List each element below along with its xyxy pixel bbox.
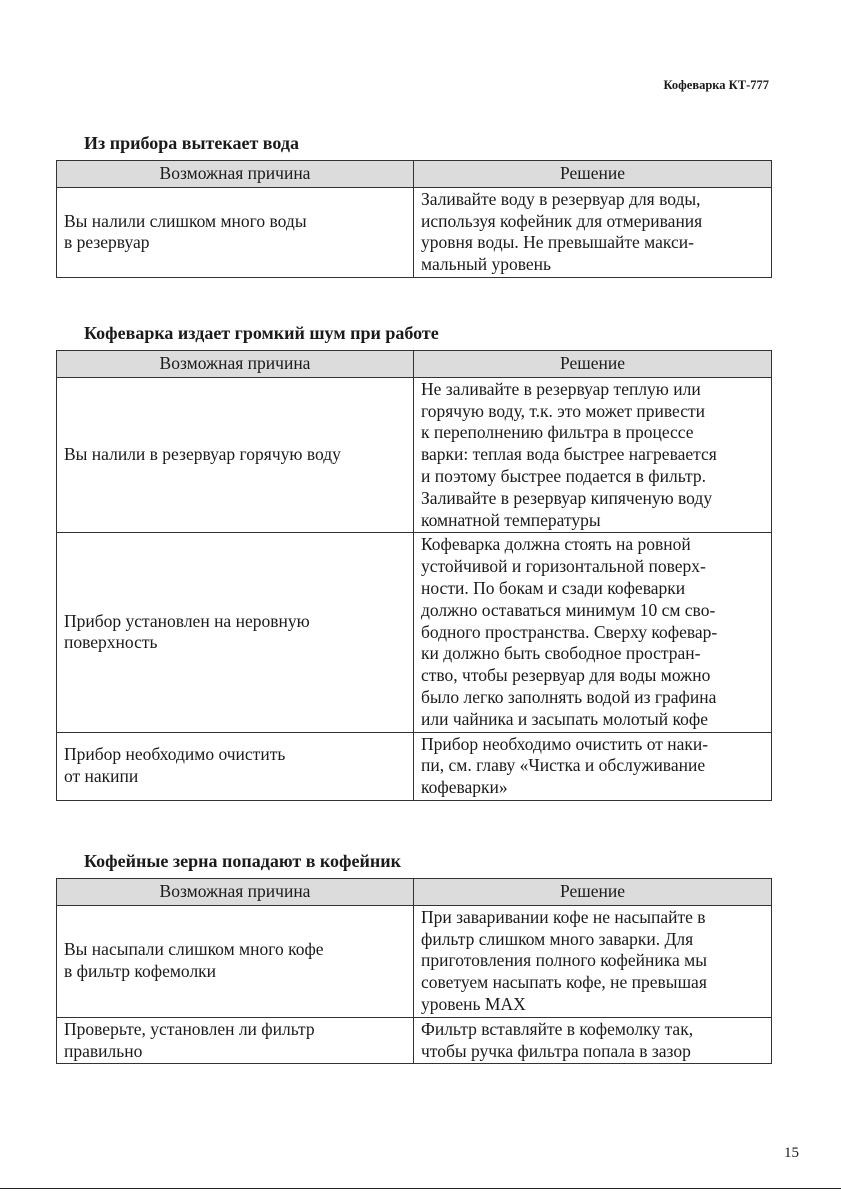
column-header-cause: Возможная причина — [57, 161, 414, 188]
cause-cell: Проверьте, установлен ли фильтр правильно — [57, 1017, 414, 1064]
page-number: 15 — [784, 1145, 799, 1161]
table-row — [57, 533, 772, 732]
cause-cell: Вы насыпали слишком много кофе в фильтр кофемолки — [57, 905, 414, 1017]
cause-cell: Прибор установлен на неровную поверхность — [57, 533, 414, 732]
document-header-title: Кофеварка КТ-777 — [663, 78, 769, 92]
solution-cell: Не заливайте в резервуар теплую или горячую воду, т.к. это может привести к переполнению фильтра в процессе варки: теплая вода быстрее нагревается и поэтому быстрее подается в фильтр. Заливайте в резервуар кипяченую воду комнатной температуры — [414, 377, 772, 533]
solution-cell: Фильтр вставляйте в кофемолку так, чтобы ручка фильтра попала в зазор — [414, 1017, 772, 1064]
bottom-divider — [0, 1188, 841, 1189]
solution-cell: Кофеварка должна стоять на ровной устойчивой и горизонтальной поверх- ности. По бокам и сзади кофеварки должно оставаться минимум 10 см сво- бодного пространства. Сверху кофевар- ки должно быть свободное простран- ство, чтобы резервуар для воды можно было легко заполнять водой из графина или чайника и засыпать молотый кофе — [414, 533, 772, 732]
table-header-row — [57, 879, 772, 906]
solution-cell: Заливайте воду в резервуар для воды, используя кофейник для отмеривания уровня воды. Не превышайте макси- мальный уровень — [414, 187, 772, 277]
table-header-row — [57, 161, 772, 188]
cause-cell: Вы налили в резервуар горячую воду — [57, 377, 414, 533]
troubleshooting-section-coffee-beans — [56, 850, 771, 1064]
table-row — [57, 732, 772, 800]
cause-cell: Вы налили слишком много воды в резервуар — [57, 187, 414, 277]
troubleshooting-table — [56, 878, 772, 1064]
table-row — [57, 377, 772, 533]
table-row — [57, 187, 772, 277]
column-header-solution: Решение — [414, 351, 772, 378]
troubleshooting-table — [56, 350, 772, 801]
table-row — [57, 1017, 772, 1064]
troubleshooting-section-loud-noise — [56, 322, 771, 801]
solution-cell: При заваривании кофе не насыпайте в фильтр слишком много заварки. Для приготовления полного кофейника мы советуем насыпать кофе, не превышая уровень MAX — [414, 905, 772, 1017]
section-title: Из прибора вытекает вода — [84, 133, 299, 153]
column-header-solution: Решение — [414, 161, 772, 188]
troubleshooting-section-water-leak — [56, 132, 771, 278]
cause-cell: Прибор необходимо очистить от накипи — [57, 732, 414, 800]
table-header-row — [57, 351, 772, 378]
solution-cell: Прибор необходимо очистить от наки- пи, см. главу «Чистка и обслуживание кофеварки» — [414, 732, 772, 800]
troubleshooting-table — [56, 160, 772, 278]
column-header-solution: Решение — [414, 879, 772, 906]
column-header-cause: Возможная причина — [57, 879, 414, 906]
section-title: Кофейные зерна попадают в кофейник — [84, 851, 401, 871]
table-row — [57, 905, 772, 1017]
section-title: Кофеварка издает громкий шум при работе — [84, 323, 439, 343]
column-header-cause: Возможная причина — [57, 351, 414, 378]
